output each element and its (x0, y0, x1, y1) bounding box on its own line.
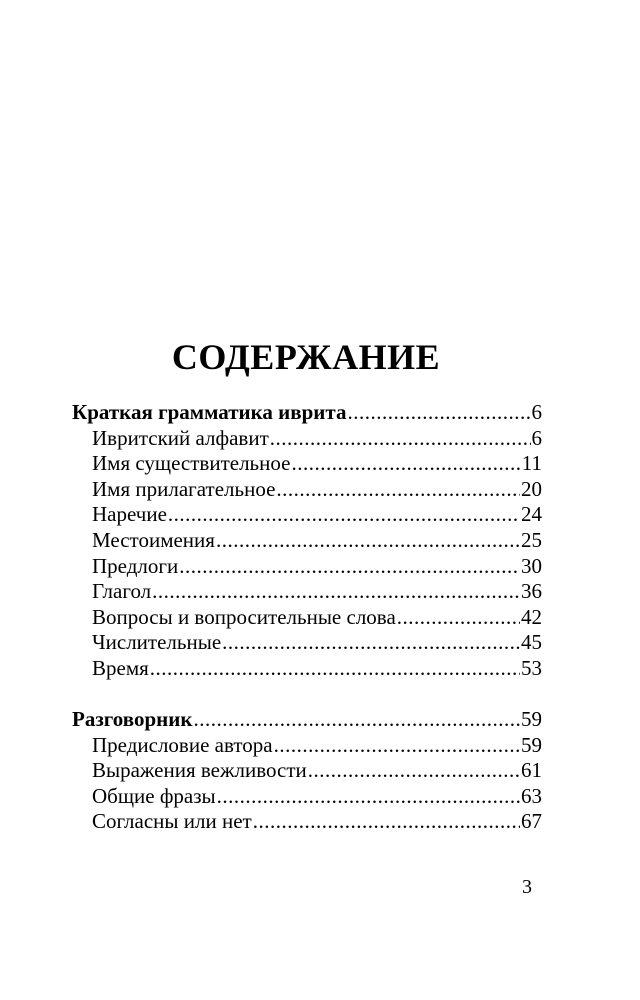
dot-leader (253, 809, 520, 835)
dot-leader (193, 707, 520, 733)
toc-entry (72, 809, 542, 835)
toc-entry-page: 61 (521, 758, 542, 783)
toc-entry-page: 42 (521, 604, 542, 629)
toc-entry (72, 528, 542, 554)
toc-section-heading (72, 707, 542, 733)
toc-entry-label: Ивритский алфавит (92, 425, 269, 450)
dot-leader (291, 451, 520, 477)
toc-entry (72, 784, 542, 810)
toc-entry (72, 656, 542, 682)
toc-entry-page: 6 (531, 400, 542, 424)
toc-entry-label: Вопросы и вопросительные слова (92, 604, 396, 629)
toc-entry-page: 45 (521, 630, 542, 655)
toc-entry-page: 25 (521, 527, 542, 552)
toc-entry-page: 30 (521, 553, 542, 578)
dot-leader (397, 605, 520, 631)
toc-entry (72, 477, 542, 503)
toc-entry (72, 630, 542, 656)
toc-entry-page: 59 (521, 707, 542, 731)
dot-leader (152, 579, 520, 605)
toc-entry-label: Числительные (92, 630, 222, 655)
page-title: СОДЕРЖАНИЕ (171, 337, 441, 377)
toc-entry (72, 733, 542, 759)
toc-entry-label: Глагол (92, 579, 152, 604)
toc-entry-label: Предисловие автора (92, 732, 273, 757)
dot-leader (276, 477, 520, 503)
toc-entry-page: 59 (521, 732, 542, 757)
toc-section-grammar (72, 400, 542, 682)
toc-section-phrasebook (72, 707, 542, 835)
toc-entry (72, 502, 542, 528)
page-number: 3 (522, 876, 532, 898)
dot-leader (168, 502, 520, 528)
toc-entry (72, 426, 542, 452)
toc-section-heading (72, 400, 542, 426)
toc-entry-label: Наречие (92, 502, 167, 527)
toc-entry-page: 67 (521, 809, 542, 834)
dot-leader (217, 784, 520, 810)
toc-entry-page: 6 (531, 425, 542, 450)
toc-entry-label: Имя прилагательное (92, 476, 276, 501)
toc-entry-label: Согласны или нет (92, 809, 252, 834)
toc-entry-page: 53 (521, 655, 542, 680)
toc-entry (72, 605, 542, 631)
toc-entry-page: 11 (521, 451, 542, 476)
dot-leader (150, 656, 520, 682)
dot-leader (308, 758, 520, 784)
toc-entry-label: Время (92, 655, 149, 680)
toc-entry-label: Имя существительное (92, 451, 291, 476)
dot-leader (274, 733, 520, 759)
toc-entry-page: 63 (521, 783, 542, 808)
toc-entry-page: 20 (521, 476, 542, 501)
dot-leader (179, 554, 520, 580)
dot-leader (216, 528, 520, 554)
toc-entry-label: Выражения вежливости (92, 758, 307, 783)
toc-entry (72, 758, 542, 784)
toc-entry-page: 24 (521, 502, 542, 527)
toc-entry-label: Разговорник (72, 707, 193, 731)
toc-entry (72, 554, 542, 580)
dot-leader (347, 400, 530, 426)
toc-entry-page: 36 (521, 579, 542, 604)
toc-entry (72, 451, 542, 477)
toc-entry-label: Общие фразы (92, 783, 216, 808)
toc-entry-label: Краткая грамматика иврита (72, 400, 347, 424)
toc-entry-label: Местоимения (92, 527, 215, 552)
toc-entry-label: Предлоги (92, 553, 179, 578)
dot-leader (222, 630, 520, 656)
dot-leader (270, 426, 531, 452)
toc-entry (72, 579, 542, 605)
